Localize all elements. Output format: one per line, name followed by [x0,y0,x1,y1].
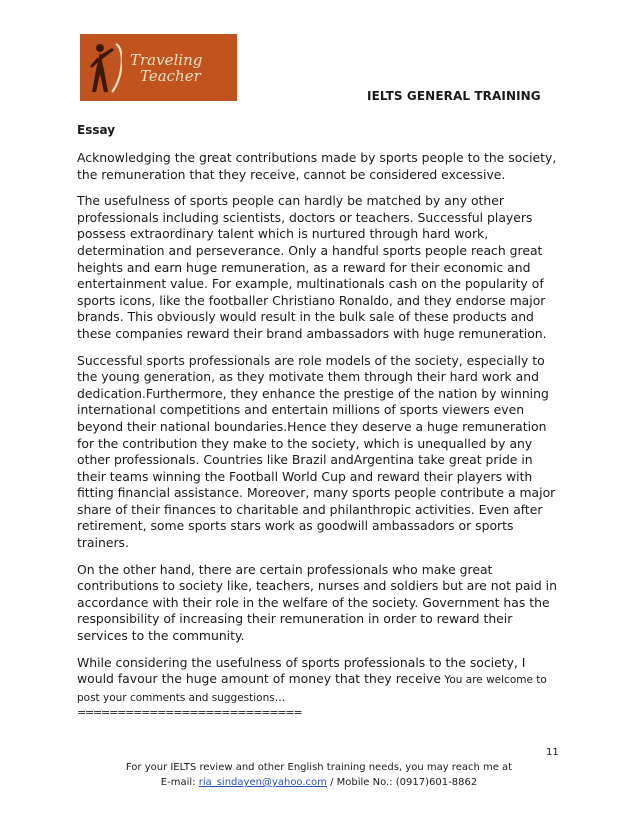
essay-paragraph-1: Acknowledging the great contributions made by sports people to the society, the remuneration that they receive, cannot be considered excessive. [77,150,557,182]
footer-mobile: / Mobile No.: (0917)601-8862 [326,777,478,788]
footer-line-1: For your IELTS review and other English training needs, you may reach me at [125,762,513,773]
essay-paragraph-2: The usefulness of sports people can hardly be matched by any other professionals including scientists, doctors or teachers. Successful players possess extraordinary talent which is nurtured through hard work, determination and perseverance. Only a handful sports people reach great heights and earn huge remuneration, as a reward for their economic and entertainment value. For example, multinationals cash on the popularity of sports icons, like the footballer Christiano Ronaldo, and they endorse major brands. This obviously would result in the bulk sale of these products and these companies reward their brand ambassadors with huge remuneration. [77,193,547,341]
essay-paragraph-3: Successful sports professionals are role models of the society, especially to the young generation, as they motivate them through their hard work and dedication.Furthermore, they enhance the prestige of the nation by winning international competitions and entertain millions of sports viewers even beyond their national boundaries.Hence they deserve a huge remuneration for the contribution they make to the society, which is unequalled by any other professionals. Countries like Brazil andArgentina take great pride in their teams winning the Football World Cup and reward their players with fitting financial assistance. Moreover, many sports people contribute a major share of their finances to charitable and philanthropic activities. Even after retirement, some sports stars work as goodwill ambassadors or sports trainers. [77,352,556,551]
traveling-teacher-logo [80,34,237,101]
essay-content [77,122,563,716]
footer-email-link[interactable]: ria_sindayen@yahoo.com [198,777,327,788]
header-title: IELTS GENERAL TRAINING [367,89,541,103]
footer-line-2 [0,775,638,790]
essay-heading: Essay [77,123,116,137]
logo-text [130,52,202,84]
logo-line-1: Traveling [130,51,203,69]
footer-email-label: E-mail: [160,777,199,788]
separator-line: ============================ [77,706,302,719]
teacher-figure-icon [86,40,122,96]
essay-paragraph-4: On the other hand, there are certain professionals who make great contributions to society like, teachers, nurses and soldiers but are not paid in accordance with their role in the welfare of the society. Government has the responsibility of increasing their remuneration in order to reward their services to the community. [77,561,557,644]
page-number: 11 [546,747,559,758]
footer [0,760,638,790]
essay-closing-text: While considering the usefulness of sports professionals to the society, I would favour the huge amount of money that they receive [77,654,526,687]
essay-closing [77,655,563,707]
essay-closing-tail: You are welcome to post your comments and suggestions… [77,674,547,704]
logo-line-2: Teacher [140,67,201,85]
